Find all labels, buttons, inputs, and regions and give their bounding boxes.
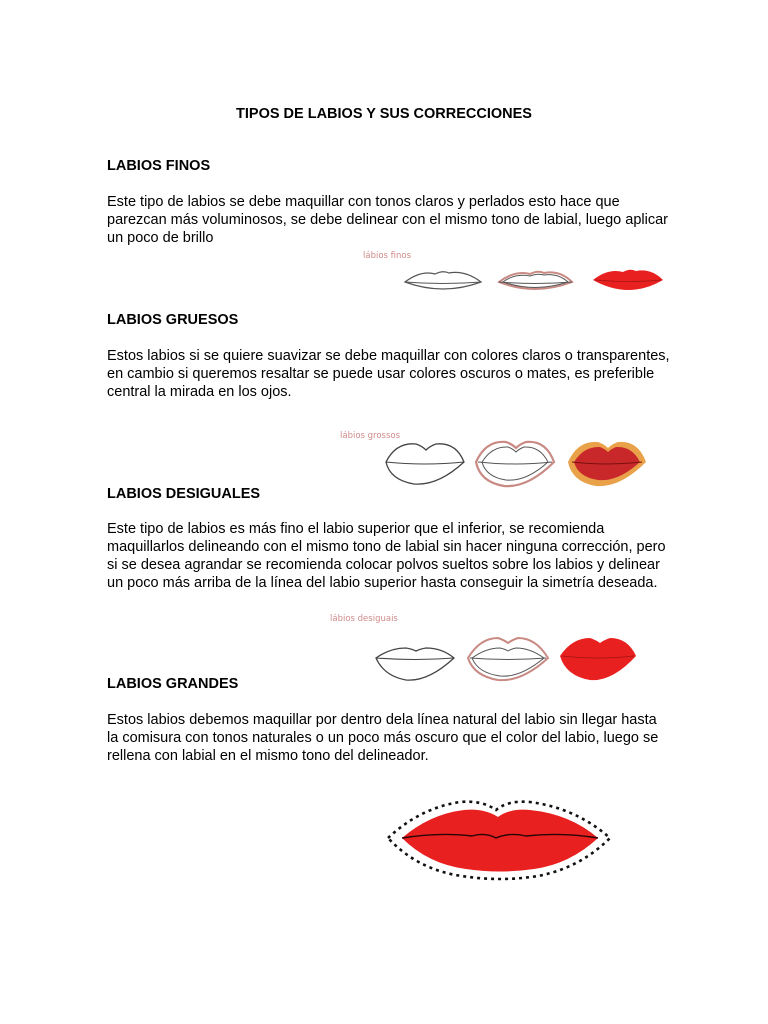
lips-large-red-drawing	[388, 802, 610, 879]
figure-caption-labios-finos: lábios finos	[363, 251, 412, 261]
lips-outline-drawing	[405, 272, 481, 289]
figure-labios-finos	[343, 240, 673, 320]
lips-lined-drawing	[476, 442, 554, 486]
figure-labios-gruesos	[318, 416, 678, 504]
section-text-labios-grandes: Estos labios debemos maquillar por dentro dela línea natural del labio sin llegar hasta la comisura con tonos naturales o un poco más oscuro que el color del labio, luego se rellena con labial en el mismo tono del delineador.	[107, 712, 659, 764]
section-heading-labios-finos: LABIOS FINOS	[107, 158, 211, 174]
section-heading-labios-grandes: LABIOS GRANDES	[107, 676, 239, 692]
lips-red-drawing	[560, 638, 636, 680]
section-text-labios-finos: Este tipo de labios se debe maquillar con tonos claros y perlados esto hace que parezcan más voluminosos, se debe delinear con el mismo tono de labial, luego aplicar un poco de brillo	[107, 194, 668, 246]
lips-outline-drawing	[386, 444, 464, 484]
section-heading-labios-gruesos: LABIOS GRUESOS	[107, 312, 239, 328]
lips-lined-drawing	[468, 638, 548, 680]
lips-red-drawing	[593, 270, 663, 290]
figure-labios-grandes	[380, 792, 620, 884]
lips-lined-drawing	[499, 272, 572, 289]
lips-dark-red-drawing	[568, 442, 646, 486]
section-text-labios-desiguales: Este tipo de labios es más fino el labio superior que el inferior, se recomienda maquillarlos delineando con el mismo tono de labial sin hacer ninguna corrección, pero si se desea agrandar se recomienda colocar polvos sueltos sobre los labios y delinear un poco más arriba de la línea del labio superior hasta conseguir la simetría deseada.	[107, 521, 666, 591]
section-heading-labios-desiguales: LABIOS DESIGUALES	[107, 486, 261, 502]
figure-labios-desiguales	[310, 604, 670, 688]
figure-caption-labios-desiguales: lábios desiguais	[330, 614, 398, 624]
section-text-labios-gruesos: Estos labios si se quiere suavizar se debe maquillar con colores claros o transparentes, en cambio si queremos resaltar se puede usar colores oscuros o mates, es preferible central la mirada en los ojos.	[107, 348, 670, 400]
figure-caption-labios-gruesos: lábios grossos	[340, 431, 401, 441]
lips-outline-drawing	[376, 648, 454, 680]
page-title: TIPOS DE LABIOS Y SUS CORRECCIONES	[236, 106, 532, 122]
